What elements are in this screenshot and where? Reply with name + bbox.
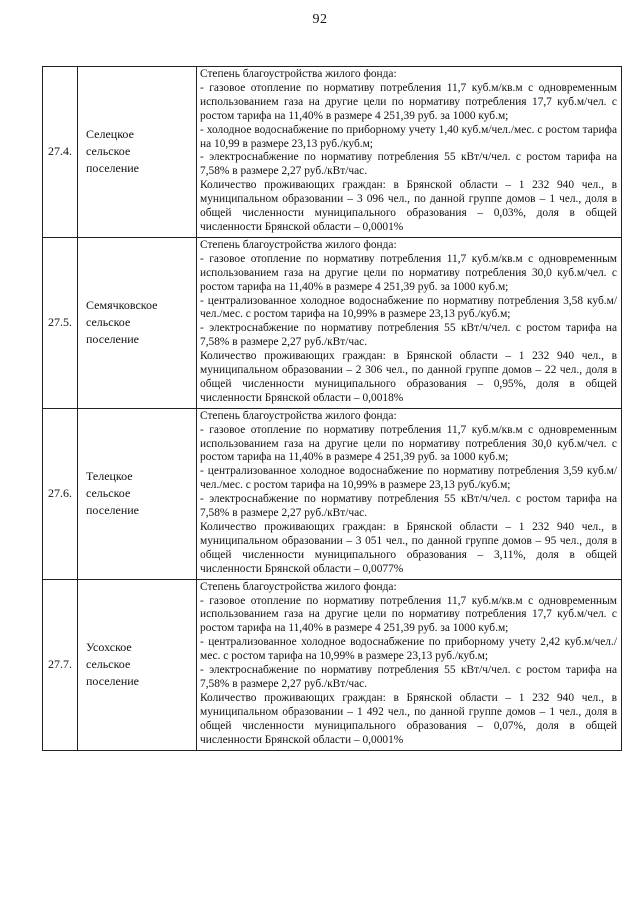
table-row	[43, 579, 622, 750]
population-paragraph: Количество проживающих граждан: в Брянской области – 1 232 940 чел., в муниципальном образовании – 2 306 чел., по данной группе домов – 22 чел., доля в общей численности муниципального образования – 0,95%, доля в общей численности Брянской области – 0,0018%	[200, 350, 617, 404]
housing-description	[197, 237, 622, 408]
settlement-name-line: Селецкое	[86, 127, 134, 142]
electricity-item: - электроснабжение по нормативу потребления 55 кВт/ч/чел. с ростом тарифа на 7,58% в размере 2,27 руб./кВт/час.	[200, 151, 617, 178]
settlements-table	[42, 66, 622, 751]
housing-description	[197, 408, 622, 579]
settlement-name	[78, 408, 197, 579]
settlement-name-line: Усохское	[86, 640, 132, 655]
row-number: 27.6.	[43, 408, 78, 579]
gas-heating-item: - газовое отопление по нормативу потребления 11,7 куб.м/кв.м с одновременным использованием газа на другие цели по нормативу потребления 17,7 куб.м/чел. с ростом тарифа на 11,40% в размере 4 251,39 руб. за 1000 куб.м;	[200, 81, 617, 122]
settlement-name-line: сельское	[86, 144, 131, 159]
description-heading: Степень благоустройства жилого фонда:	[200, 238, 397, 251]
water-supply-item: - централизованное холодное водоснабжение по приборному учету 2,42 куб.м/чел./мес. с ростом тарифа на 10,99% в размере 23,13 руб./куб.м;	[200, 636, 617, 663]
settlement-name	[78, 67, 197, 238]
settlement-name-line: поселение	[86, 674, 140, 689]
table-row	[43, 67, 622, 238]
water-supply-item: - централизованное холодное водоснабжение по нормативу потребления 3,59 куб.м/чел./мес. с ростом тарифа на 10,99% в размере 23,13 руб./куб.м;	[200, 465, 617, 492]
electricity-item: - электроснабжение по нормативу потребления 55 кВт/ч/чел. с ростом тарифа на 7,58% в размере 2,27 руб./кВт/час.	[200, 664, 617, 690]
population-paragraph: Количество проживающих граждан: в Брянской области – 1 232 940 чел., в муниципальном образовании – 3 096 чел., по данной группе домов – 1 чел., доля в общей численности муниципального образования – 0,03%, доля в общей численности Брянской области – 0,0001%	[200, 179, 617, 233]
description-heading: Степень благоустройства жилого фонда:	[200, 409, 397, 422]
population-paragraph: Количество проживающих граждан: в Брянской области – 1 232 940 чел., в муниципальном образовании – 1 492 чел., по данной группе домов – 1 чел., доля в общей численности муниципального образования – 0,07%, доля в общей численности Брянской области – 0,0001%	[200, 691, 617, 746]
table-row	[43, 237, 622, 408]
page-number: 92	[312, 12, 328, 27]
population-paragraph: Количество проживающих граждан: в Брянской области – 1 232 940 чел., в муниципальном образовании – 3 051 чел., по данной группе домов – 95 чел., доля в общей численности муниципального образования – 3,11%, доля в общей численности Брянской области – 0,0077%	[200, 521, 617, 575]
description-heading: Степень благоустройства жилого фонда:	[200, 580, 397, 593]
settlement-name-line: Телецкое	[86, 469, 133, 484]
settlement-name-line: сельское	[86, 657, 131, 672]
electricity-item: - электроснабжение по нормативу потребления 55 кВт/ч/чел. с ростом тарифа на 7,58% в размере 2,27 руб./кВт/час.	[200, 493, 617, 520]
settlement-name	[78, 237, 197, 408]
row-number: 27.7.	[43, 579, 78, 750]
electricity-item: - электроснабжение по нормативу потребления 55 кВт/ч/чел. с ростом тарифа на 7,58% в размере 2,27 руб./кВт/час.	[200, 322, 617, 349]
housing-description	[197, 67, 622, 238]
housing-description	[197, 579, 622, 750]
settlement-name-line: поселение	[86, 161, 140, 176]
settlement-name-line: поселение	[86, 503, 140, 518]
settlement-name-line: поселение	[86, 332, 140, 347]
settlement-name-line: сельское	[86, 315, 131, 330]
gas-heating-item: - газовое отопление по нормативу потребления 11,7 куб.м/кв.м с одновременным использованием газа на другие цели по нормативу потребления 17,7 куб.м/чел. с ростом тарифа на 11,40% в размере 4 251,39 руб. за 1000 куб.м;	[200, 594, 617, 635]
description-heading: Степень благоустройства жилого фонда:	[200, 68, 397, 80]
row-number: 27.4.	[43, 67, 78, 238]
water-supply-item: - централизованное холодное водоснабжение по нормативу потребления 3,58 куб.м/чел./мес. с ростом тарифа на 10,99% в размере 23,13 руб./куб.м;	[200, 294, 617, 321]
settlement-name	[78, 579, 197, 750]
gas-heating-item: - газовое отопление по нормативу потребления 11,7 куб.м/кв.м с одновременным использованием газа на другие цели по нормативу потребления 30,0 куб.м/чел. с ростом тарифа на 11,40% в размере 4 251,39 руб. за 1000 куб.м;	[200, 423, 617, 464]
water-supply-item: - холодное водоснабжение по приборному учету 1,40 куб.м/чел./мес. с ростом тарифа на 10,99 в размере 23,13 руб./куб.м;	[200, 123, 617, 150]
table-row	[43, 408, 622, 579]
gas-heating-item: - газовое отопление по нормативу потребления 11,7 куб.м/кв.м с одновременным использованием газа на другие цели по нормативу потребления 30,0 куб.м/чел. с ростом тарифа на 11,40% в размере 4 251,39 руб. за 1000 куб.м;	[200, 252, 617, 293]
row-number: 27.5.	[43, 237, 78, 408]
settlement-name-line: сельское	[86, 486, 131, 501]
settlement-name-line: Семячковское	[86, 298, 158, 313]
